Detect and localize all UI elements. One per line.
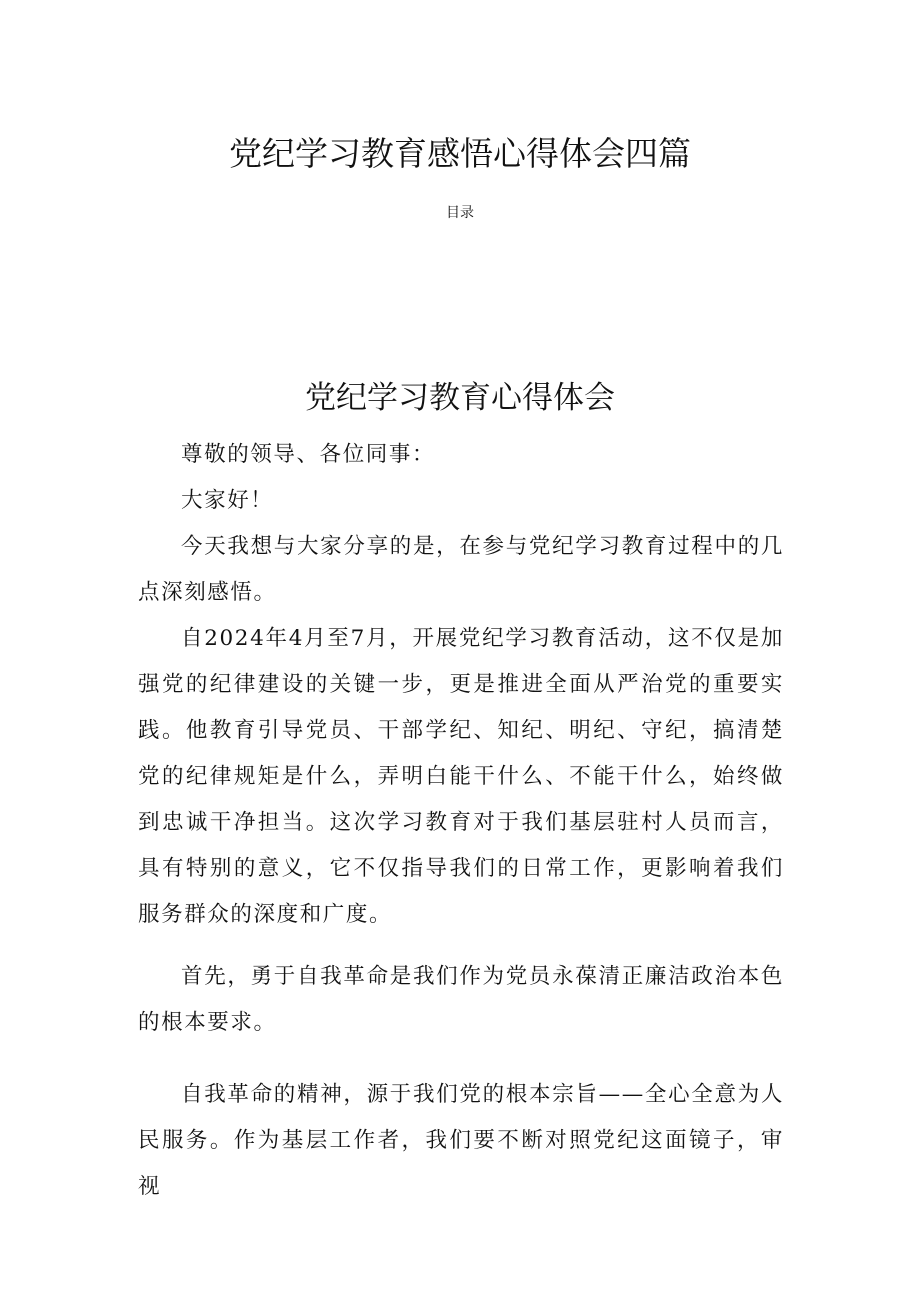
paragraph-hello: 大家好！	[181, 488, 274, 513]
section-title: 党纪学习教育心得体会	[305, 380, 615, 416]
paragraph-intro: 今天我想与大家分享的是，在参与党纪学习教育过程中的几点深刻感悟。	[138, 534, 784, 605]
paragraph-background: 自2024年4月至7月，开展党纪学习教育活动，这不仅是加强党的纪律建设的关键一步，更是推进全面从严治党的重要实践。他教育引导党员、干部学纪、知纪、明纪、守纪，搞清楚党的纪律规矩是什么，弄明白能干什么、不能干什么，始终做到忠诚干净担当。这次学习教育对于我们基层驻村人员而言，具有特别的意义，它不仅指导我们的日常工作，更影响着我们服务群众的深度和广度。	[138, 626, 784, 927]
table-of-contents-label: 目录	[446, 205, 474, 221]
paragraph-greeting: 尊敬的领导、各位同事：	[181, 442, 436, 467]
paragraph-first-point: 首先，勇于自我革命是我们作为党员永葆清正廉洁政治本色的根本要求。	[138, 964, 784, 1035]
paragraph-self-revolution: 自我革命的精神，源于我们党的根本宗旨——全心全意为人民服务。作为基层工作者，我们要不断对照党纪这面镜子，审视	[138, 1082, 784, 1199]
document-title: 党纪学习教育感悟心得体会四篇	[229, 134, 691, 173]
